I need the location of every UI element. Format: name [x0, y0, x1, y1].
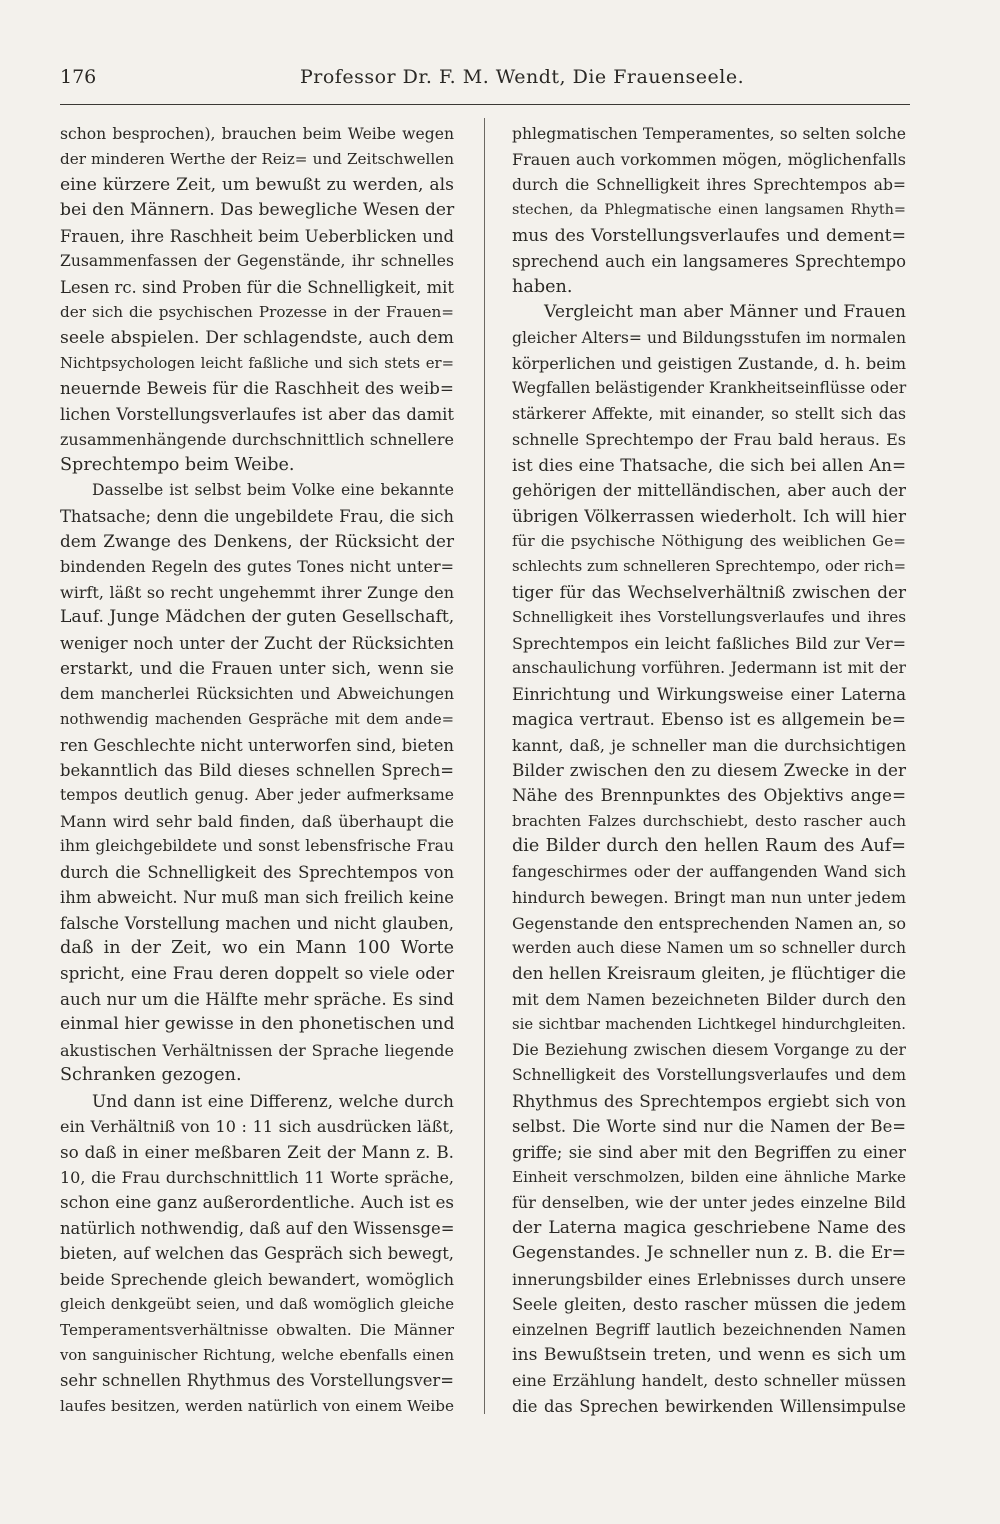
- text-line: ist dies eine Thatsache, die sich bei allen An=: [512, 454, 906, 475]
- text-line: innerungsbilder eines Erlebnisses durch unsere: [512, 1269, 906, 1289]
- text-line: daß in der Zeit, wo ein Mann 100 Worte: [60, 938, 454, 958]
- text-line: lichen Vorstellungsverlaufes ist aber das damit: [60, 404, 454, 424]
- text-line: tiger für das Wechselverhältniß zwischen der: [512, 581, 906, 602]
- text-line: ins Bewußtsein treten, und wenn es sich um: [512, 1345, 906, 1365]
- page-header: [60, 62, 910, 98]
- text-line: der minderen Werthe der Reiz= und Zeitschwellen: [60, 150, 454, 169]
- text-line: natürlich nothwendig, daß auf den Wissensge=: [60, 1218, 455, 1238]
- text-line: die Bilder durch den hellen Raum des Auf=: [512, 836, 906, 857]
- text-line: Frauen auch vorkommen mögen, möglichenfalls: [512, 150, 906, 170]
- text-line: Lesen rc. sind Proben für die Schnelligkeit, mit: [60, 277, 454, 297]
- text-line: auch nur um die Hälfte mehr spräche. Es sind: [60, 988, 454, 1009]
- text-line: selbst. Die Worte sind nur die Namen der Be=: [512, 1117, 906, 1137]
- text-line: nothwendig machenden Gespräche mit dem ande=: [60, 711, 454, 729]
- text-line: haben.: [512, 276, 573, 297]
- header-rule: [60, 104, 910, 105]
- right-column: [512, 122, 906, 1419]
- text-line: so daß in einer meßbaren Zeit der Mann z. B.: [60, 1141, 454, 1162]
- text-line: übrigen Völkerrassen wiederholt. Ich will hier: [512, 505, 906, 526]
- text-line: die das Sprechen bewirkenden Willensimpulse: [512, 1396, 906, 1416]
- text-line: fangeschirmes oder der auffangenden Wand sich: [512, 862, 906, 881]
- text-line: Zusammenfassen der Gegenstände, ihr schnelles: [60, 252, 454, 271]
- text-line: schlechts zum schnelleren Sprechtempo, oder rich=: [512, 558, 906, 576]
- text-line: durch die Schnelligkeit ihres Sprechtempos ab=: [512, 175, 906, 194]
- text-line: ren Geschlechte nicht unterworfen sind, bieten: [60, 735, 454, 755]
- text-line: bindenden Regeln des gutes Tones nicht unter=: [60, 557, 454, 577]
- text-line: sehr schnellen Rhythmus des Vorstellungsver=: [60, 1371, 454, 1391]
- text-line: Einheit verschmolzen, bilden eine ähnliche Marke: [512, 1167, 906, 1186]
- text-line: der Laterna magica geschriebene Name des: [512, 1217, 906, 1238]
- text-line: Vergleicht man aber Männer und Frauen: [544, 302, 906, 323]
- text-line: wirft, läßt so recht ungehemmt ihrer Zunge den: [60, 582, 454, 602]
- text-line: seele abspielen. Der schlagendste, auch dem: [60, 327, 454, 348]
- text-line: durch die Schnelligkeit des Sprechtempos von: [60, 862, 454, 882]
- column-divider: [484, 118, 485, 1414]
- text-line: Sprechtempos ein leicht faßliches Bild zur Ver=: [512, 633, 906, 653]
- text-line: mit dem Namen bezeichneten Bilder durch den: [512, 989, 906, 1009]
- text-line: Und dann ist eine Differenz, welche durch: [92, 1090, 454, 1111]
- text-line: schnelle Sprechtempo der Frau bald heraus. Es: [512, 430, 906, 450]
- text-line: Schnelligkeit ihes Vorstellungsverlaufes und ihres: [512, 608, 906, 627]
- text-line: Bilder zwischen den zu diesem Zwecke in der: [512, 759, 906, 780]
- text-line: eine Erzählung handelt, desto schneller müssen: [512, 1371, 906, 1391]
- text-line: bei den Männern. Das bewegliche Wesen der: [60, 200, 455, 221]
- text-line: Gegenstandes. Je schneller nun z. B. die Er=: [512, 1243, 906, 1264]
- left-column: [60, 122, 454, 1419]
- text-line: gleich denkgeübt seien, und daß womöglich gleiche: [60, 1296, 454, 1314]
- text-line: Wegfallen belästigender Krankheitseinflüsse oder: [512, 379, 907, 398]
- text-line: zusammenhängende durchschnittlich schnellere: [60, 430, 454, 450]
- running-title: Professor Dr. F. M. Wendt, Die Frauenseele.: [300, 66, 745, 88]
- text-line: dem mancherlei Rücksichten und Abweichungen: [60, 684, 454, 703]
- text-line: Schnelligkeit des Vorstellungsverlaufes und dem: [512, 1066, 906, 1085]
- text-line: Gegenstande den entsprechenden Namen an, so: [512, 913, 906, 933]
- text-line: schon besprochen), brauchen beim Weibe wegen: [60, 125, 454, 143]
- text-line: Temperamentsverhältnisse obwalten. Die Männer: [60, 1320, 454, 1339]
- text-line: Nichtpsychologen leicht faßliche und sich stets er=: [60, 354, 454, 372]
- text-line: körperlichen und geistigen Zustande, d. h. beim: [512, 353, 906, 373]
- text-line: Nähe des Brennpunktes des Objektivs ange=: [512, 785, 906, 806]
- text-line: spricht, eine Frau deren doppelt so viele oder: [60, 963, 454, 984]
- text-line: werden auch diese Namen um so schneller durch: [512, 939, 906, 957]
- text-line: Rhythmus des Sprechtempos ergiebt sich von: [512, 1090, 906, 1111]
- text-line: laufes besitzen, werden natürlich von einem Weibe: [60, 1396, 454, 1415]
- text-line: schon eine ganz außerordentliche. Auch ist es: [60, 1192, 454, 1213]
- text-line: akustischen Verhältnissen der Sprache liegende: [60, 1040, 454, 1060]
- text-line: beide Sprechende gleich bewandert, womöglich: [60, 1269, 454, 1289]
- text-line: Thatsache; denn die ungebildete Frau, die sich: [60, 506, 454, 526]
- text-line: Schranken gezogen.: [60, 1065, 242, 1086]
- text-line: neuernde Beweis für die Raschheit des weib=: [60, 378, 454, 399]
- text-line: falsche Vorstellung machen und nicht glauben,: [60, 913, 454, 933]
- text-line: kannt, daß, je schneller man die durchsichtigen: [512, 735, 906, 755]
- text-line: Mann wird sehr bald finden, daß überhaupt die: [60, 811, 454, 831]
- text-line: stechen, da Phlegmatische einen langsamen Rhyth=: [512, 202, 906, 219]
- text-line: bieten, auf welchen das Gespräch sich bewegt,: [60, 1244, 454, 1264]
- text-line: Frauen, ihre Raschheit beim Ueberblicken und: [60, 226, 454, 246]
- page-number: 176: [60, 66, 97, 88]
- text-line: sprechend auch ein langsameres Sprechtempo: [512, 252, 906, 272]
- text-line: stärkerer Affekte, mit einander, so stellt sich das: [512, 404, 906, 423]
- text-line: dem Zwange des Denkens, der Rücksicht der: [60, 531, 454, 551]
- text-line: gehörigen der mittelländischen, aber auch der: [512, 481, 906, 501]
- text-line: griffe; sie sind aber mit den Begriffen zu einer: [512, 1142, 906, 1162]
- text-line: ihm abweicht. Nur muß man sich freilich keine: [60, 888, 454, 908]
- text-line: ein Verhältniß von 10 : 11 sich ausdrücken läßt,: [60, 1117, 454, 1137]
- text-line: von sanguinischer Richtung, welche ebenfalls einen: [60, 1347, 454, 1364]
- text-line: anschaulichung vorführen. Jedermann ist mit der: [512, 659, 906, 678]
- text-line: Einrichtung und Wirkungsweise einer Laterna: [512, 684, 906, 704]
- text-line: bekanntlich das Bild dieses schnellen Sprech=: [60, 760, 454, 780]
- text-line: Dasselbe ist selbst beim Volke eine bekannte: [92, 481, 454, 500]
- text-line: gleicher Alters= und Bildungsstufen im normalen: [512, 328, 906, 347]
- text-line: einzelnen Begriff lautlich bezeichnenden Namen: [512, 1320, 906, 1339]
- text-line: tempos deutlich genug. Aber jeder aufmerksame: [60, 786, 454, 805]
- text-line: den hellen Kreisraum gleiten, je flüchtiger die: [512, 963, 906, 984]
- text-line: einmal hier gewisse in den phonetischen und: [60, 1014, 455, 1035]
- text-line: Lauf. Junge Mädchen der guten Gesellschaft,: [60, 607, 455, 628]
- text-line: der sich die psychischen Prozesse in der Frauen=: [60, 303, 454, 322]
- text-line: brachten Falzes durchschiebt, desto rascher auch: [512, 811, 906, 830]
- text-line: sie sichtbar machenden Lichtkegel hindurchgleiten.: [512, 1016, 906, 1034]
- text-line: magica vertraut. Ebenso ist es allgemein be=: [512, 709, 906, 730]
- text-line: Seele gleiten, desto rascher müssen die jedem: [512, 1295, 906, 1315]
- text-line: für die psychische Nöthigung des weiblichen Ge=: [512, 532, 906, 550]
- text-line: eine kürzere Zeit, um bewußt zu werden, als: [60, 174, 454, 195]
- text-line: Sprechtempo beim Weibe.: [60, 454, 295, 475]
- text-line: phlegmatischen Temperamentes, so selten solche: [512, 125, 906, 143]
- text-line: erstarkt, und die Frauen unter sich, wenn sie: [60, 658, 454, 679]
- text-line: ihm gleichgebildete und sonst lebensfrische Frau: [60, 837, 454, 856]
- text-line: weniger noch unter der Zucht der Rücksichten: [60, 633, 454, 653]
- text-line: für denselben, wie der unter jedes einzelne Bild: [512, 1193, 906, 1213]
- text-line: 10, die Frau durchschnittlich 11 Worte spräche,: [60, 1167, 454, 1187]
- text-line: Die Beziehung zwischen diesem Vorgange zu der: [512, 1040, 906, 1059]
- text-line: mus des Vorstellungsverlaufes und dement=: [512, 225, 906, 246]
- text-line: hindurch bewegen. Bringt man nun unter jedem: [512, 888, 906, 908]
